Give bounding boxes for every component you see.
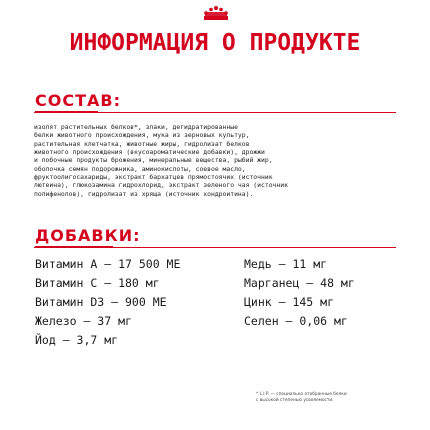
composition-line: изолят растительных белков*, злаки, дегидратированные bbox=[34, 123, 238, 131]
additive-item: Витамин С — 180 мг bbox=[35, 276, 160, 290]
composition-line: белки животного происхождения, мука из зерновых культур, bbox=[34, 131, 250, 140]
additive-item: Медь — 11 мг bbox=[244, 257, 328, 271]
additive-item: Йод — 3,7 мг bbox=[35, 333, 119, 347]
composition-line: растительная клетчатка, животные жиры, гидролизат белков bbox=[34, 139, 250, 148]
composition-divider bbox=[34, 112, 396, 113]
composition-line: полифенолов), гидролизат из хряща (источник хондроитина). bbox=[34, 189, 254, 198]
footnote-line: с высокой степенью усвояемости. bbox=[256, 398, 334, 403]
composition-line: оболочка семян подорожника, аминокислоты, соевое масло, bbox=[34, 164, 246, 173]
brand-crown-logo-icon bbox=[204, 6, 228, 20]
footnote-line: * L.I.P. — специально отобранные белки bbox=[256, 392, 347, 397]
composition-line: и побочные продукты брожения, минеральные вещества, рыбий жир, bbox=[34, 156, 273, 165]
additives-divider bbox=[34, 247, 396, 248]
additive-item: Витамин D3 — 900 МЕ bbox=[35, 295, 167, 309]
additive-item: Селен — 0,06 мг bbox=[244, 314, 348, 328]
composition-line: фруктоолигосахариды, экстракт бархатцев прямостоячих (источник bbox=[34, 173, 273, 182]
additive-item: Железо — 37 мг bbox=[35, 314, 132, 328]
additives-heading: ДОБАВКИ: bbox=[35, 226, 141, 245]
additive-item: Витамин А — 17 500 МЕ bbox=[35, 257, 181, 271]
page-title: ИНФОРМАЦИЯ О ПРОДУКТЕ bbox=[69, 30, 361, 56]
additive-item: Марганец — 48 мг bbox=[244, 276, 355, 290]
footnote bbox=[256, 392, 421, 404]
composition-heading: СОСТАВ: bbox=[35, 91, 121, 110]
composition-line: лютеина), глюкозамина гидрохлорид, экстракт зеленого чая (источник bbox=[34, 181, 288, 190]
additive-item: Цинк — 145 мг bbox=[244, 295, 335, 309]
composition-line: животного происхождения (вкусоароматические добавки), дрожжи bbox=[34, 148, 265, 157]
composition-text bbox=[34, 123, 396, 198]
